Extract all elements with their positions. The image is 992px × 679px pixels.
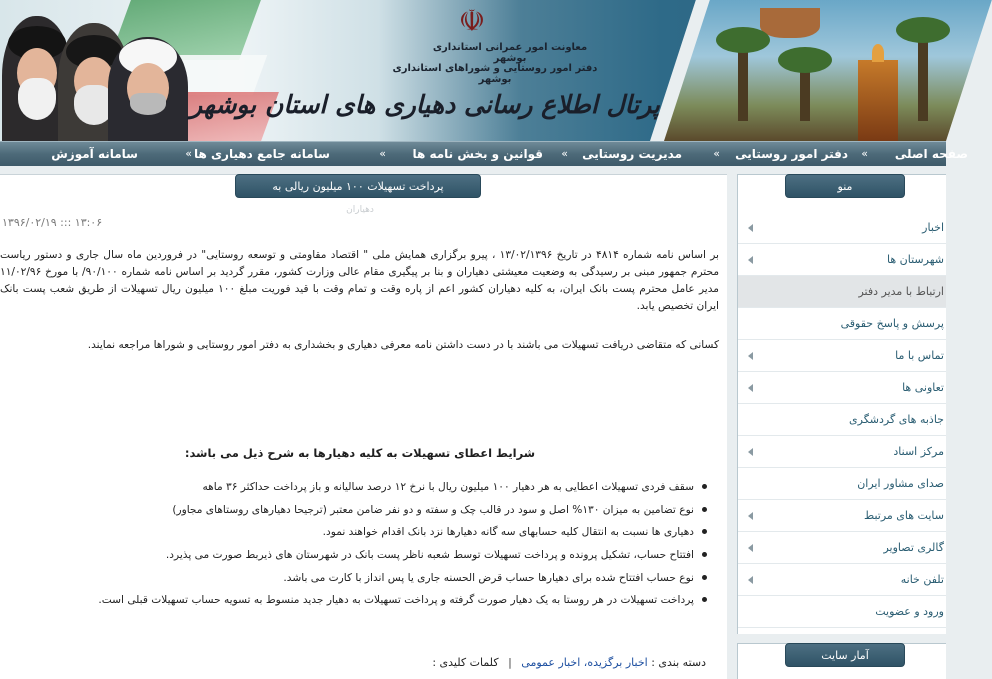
sidebar-item-attractions[interactable]: جاذبه های گردشگری <box>738 404 946 436</box>
article-title: پرداخت تسهیلات ۱۰۰ میلیون ریالی به <box>235 174 481 198</box>
sidebar-item-cooperatives[interactable]: تعاونی ها <box>738 372 946 404</box>
nav-rural-management[interactable]: مدیریت روستایی <box>582 147 682 161</box>
sidebar-item-gallery[interactable]: گالری تصاویر <box>738 532 946 564</box>
list-item: افتتاح حساب، تشکیل پرونده و پرداخت تسهیلات توسط شعبه ناظر پست بانک در شهرستان های ذیربط صورت می پذیرد. <box>0 544 710 567</box>
nav-home[interactable]: صفحه اصلی <box>894 147 968 161</box>
sidebar-item-contact-us[interactable]: تماس با ما <box>738 340 946 372</box>
sidebar-item-counties[interactable]: شهرستان ها <box>738 244 946 276</box>
arrow-left-icon <box>748 544 753 552</box>
arrow-left-icon <box>748 224 753 232</box>
sidebar-item-phonebook[interactable]: تلفن خانه <box>738 564 946 596</box>
arrow-left-icon <box>748 256 753 264</box>
list-item: دهیاری ها نسبت به انتقال کلیه حسابهای سه گانه دهیارها نزد بانک اقدام خواهند نمود. <box>0 521 710 544</box>
palm-tree-image <box>800 61 810 121</box>
portal-title: پرتال اطلاع رسانی دهیاری های استان بوشهر <box>190 90 660 119</box>
conditions-heading: شرایط اعطای تسهیلات به کلیه دهیارها به شرح ذیل می باشد: <box>184 446 536 460</box>
category-link[interactable]: اخبار برگزیده، اخبار عمومی <box>521 656 648 669</box>
monument-image <box>858 60 898 141</box>
main-nav: صفحه اصلی » دفتر امور روستایی » مدیریت روستایی » قوانین و بخش نامه ها » سامانه جامع دهیاری ها » سامانه آموزش <box>0 141 946 166</box>
nav-dehyari-system[interactable]: سامانه جامع دهیاری ها <box>194 147 330 161</box>
meta-separator: | <box>508 656 512 669</box>
category-label: دسته بندی : <box>651 656 706 669</box>
palm-tree-image <box>918 31 928 121</box>
sidebar-item-login[interactable]: ورود و عضویت <box>738 596 946 628</box>
arrow-left-icon <box>748 352 753 360</box>
sidebar-item-contact-director[interactable]: ارتباط با مدیر دفتر <box>738 276 946 308</box>
arrow-left-icon <box>748 384 753 392</box>
boat-image <box>760 8 820 38</box>
article-date: ۱۳۹۶/۰۲/۱۹ ::: ۱۳:۰۶ <box>2 216 103 229</box>
list-item: سقف فردی تسهیلات اعطایی به هر دهیار ۱۰۰ میلیون ریال با نرخ ۱۲ درصد سالیانه و باز پرداخت حداکثر ۳۶ ماهه <box>0 476 710 499</box>
nav-laws[interactable]: قوانین و بخش نامه ها <box>412 147 543 161</box>
list-item: نوع تضامین به میزان ۱۳۰% اصل و سود در قالب چک و سفته و دو نفر ضامن معتبر (ترجیحا دهیارهای روستاهای مجاور) <box>0 499 710 522</box>
article-title-continuation: دهیاران <box>346 205 374 215</box>
sidebar-item-related-sites[interactable]: سایت های مرتبط <box>738 500 946 532</box>
list-item: نوع حساب افتتاح شده برای دهیارها حساب قرض الحسنه جاری یا پس انداز با کارت می باشد. <box>0 567 710 590</box>
stats-title: آمار سایت <box>785 643 905 667</box>
arrow-left-icon <box>748 448 753 456</box>
arrow-left-icon <box>748 576 753 584</box>
sidebar-menu <box>738 212 946 628</box>
article-paragraph: بر اساس نامه شماره ۴۸۱۴ در تاریخ ۱۳/۰۲/۱۳۹۶ ، پیرو برگزاری همایش ملی " اقتصاد مقاومتی و توسعه روستایی" در فروردین ماه سال جاری و دستور ریاست محترم جمهور مبنی بر رسیدگی به وضعیت معیشتی دهیاران و بنا بر پیگیری مقام عالی وزارت کشور، مقرر گردید بر اساس نامه شماره ۹۰/۱۰۰/ با مورخ ۱۱/۰۲/۹۶ مدیر عامل محترم پست بانک ایران، به کلیه دهیاران کشور اعم از پاره وقت و تمام وقت با قید فوریت مبلغ ۱۰۰ میلیون ریال تسهیلات از طریق شعب پست بانک ایران تخصیص یابد. <box>0 249 720 312</box>
list-item: پرداخت تسهیلات در هر روستا به یک دهیار صورت گرفته و پرداخت تسهیلات به دهیار جدید منسوط به تسویه حساب تسهیلات قبلی است. <box>0 589 710 612</box>
sidebar-item-documents[interactable]: مرکز اسناد <box>738 436 946 468</box>
nav-education-system[interactable]: سامانه آموزش <box>51 147 138 161</box>
sidebar-item-legal-qa[interactable]: پرسش و پاسخ حقوقی <box>738 308 946 340</box>
nav-rural-affairs[interactable]: دفتر امور روستایی <box>735 147 848 161</box>
conditions-list <box>0 476 710 612</box>
banner-subtitle: معاونت امور عمرانی استانداری بوشهر <box>432 42 588 64</box>
president-portrait <box>108 37 188 141</box>
article-paragraph: کسانی که متقاضی دریافت تسهیلات می باشند با در دست داشتن نامه معرفی دهیاری و بخشداری به دفتر امور روستایی و شوراها مراجعه نمایند. <box>87 339 719 351</box>
sidebar-item-news[interactable]: اخبار <box>738 212 946 244</box>
banner-subtitle: دفتر امور روستایی و شوراهای استانداری بوشهر <box>392 63 598 85</box>
arrow-left-icon <box>748 512 753 520</box>
iran-emblem-icon: ☫ <box>458 4 486 39</box>
sidebar-menu-title: منو <box>785 174 905 198</box>
palm-tree-image <box>738 41 748 121</box>
header-banner <box>0 0 946 141</box>
article-meta <box>400 656 706 669</box>
keywords-label: کلمات کلیدی : <box>432 656 499 669</box>
sidebar-item-advisor[interactable]: صدای مشاور ایران <box>738 468 946 500</box>
